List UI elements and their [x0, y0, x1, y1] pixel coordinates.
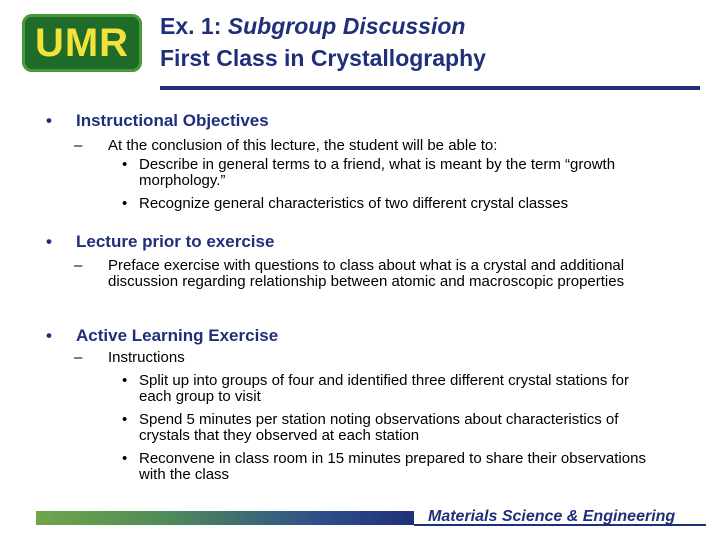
umr-logo	[22, 14, 142, 72]
dash-symbol: –	[74, 349, 83, 366]
header-rule	[160, 86, 700, 90]
list-item-text: Describe in general terms to a friend, what is meant by the term “growth morphology.”	[139, 156, 616, 189]
slide-title	[160, 10, 486, 74]
dash-symbol: –	[74, 257, 83, 274]
sub-item-text: At the conclusion of this lecture, the student will be able to:	[108, 137, 498, 154]
bullet-symbol: •	[122, 411, 128, 428]
title-line-1	[160, 10, 486, 42]
bullet-symbol: •	[122, 450, 128, 467]
title-line-2: First Class in Crystallography	[160, 45, 486, 71]
list-item-text: Split up into groups of four and identified three different crystal stations for each group to visit	[139, 372, 630, 405]
sub-item-text: Instructions	[108, 349, 185, 366]
section-heading-text: Instructional Objectives	[76, 111, 269, 130]
bullet-symbol: •	[46, 326, 52, 345]
bullet-symbol: •	[122, 195, 128, 212]
list-item-text: Reconvene in class room in 15 minutes prepared to share their observations with the class	[139, 450, 646, 483]
title-prefix: Ex. 1:	[160, 13, 228, 39]
title-italic: Subgroup Discussion	[227, 13, 466, 39]
footer-text: Materials Science & Engineering	[428, 508, 676, 525]
bullet-symbol: •	[122, 372, 128, 389]
logo-text: UMR	[34, 21, 130, 65]
section-heading-text: Lecture prior to exercise	[76, 232, 275, 251]
list-item-text: Spend 5 minutes per station noting observations about characteristics of crystals that they observed at each station	[139, 411, 619, 444]
list-item-text: Recognize general characteristics of two different crystal classes	[139, 195, 569, 212]
footer-gradient-bar	[36, 511, 414, 525]
sub-item-text: Preface exercise with questions to class about what is a crystal and additional discussion regarding relationship between atomic and macroscopic properties	[108, 257, 625, 290]
section-heading-text: Active Learning Exercise	[76, 326, 279, 345]
bullet-symbol: •	[122, 156, 128, 173]
bullet-symbol: •	[46, 232, 52, 251]
bullet-symbol: •	[46, 111, 52, 130]
dash-symbol: –	[74, 137, 83, 154]
